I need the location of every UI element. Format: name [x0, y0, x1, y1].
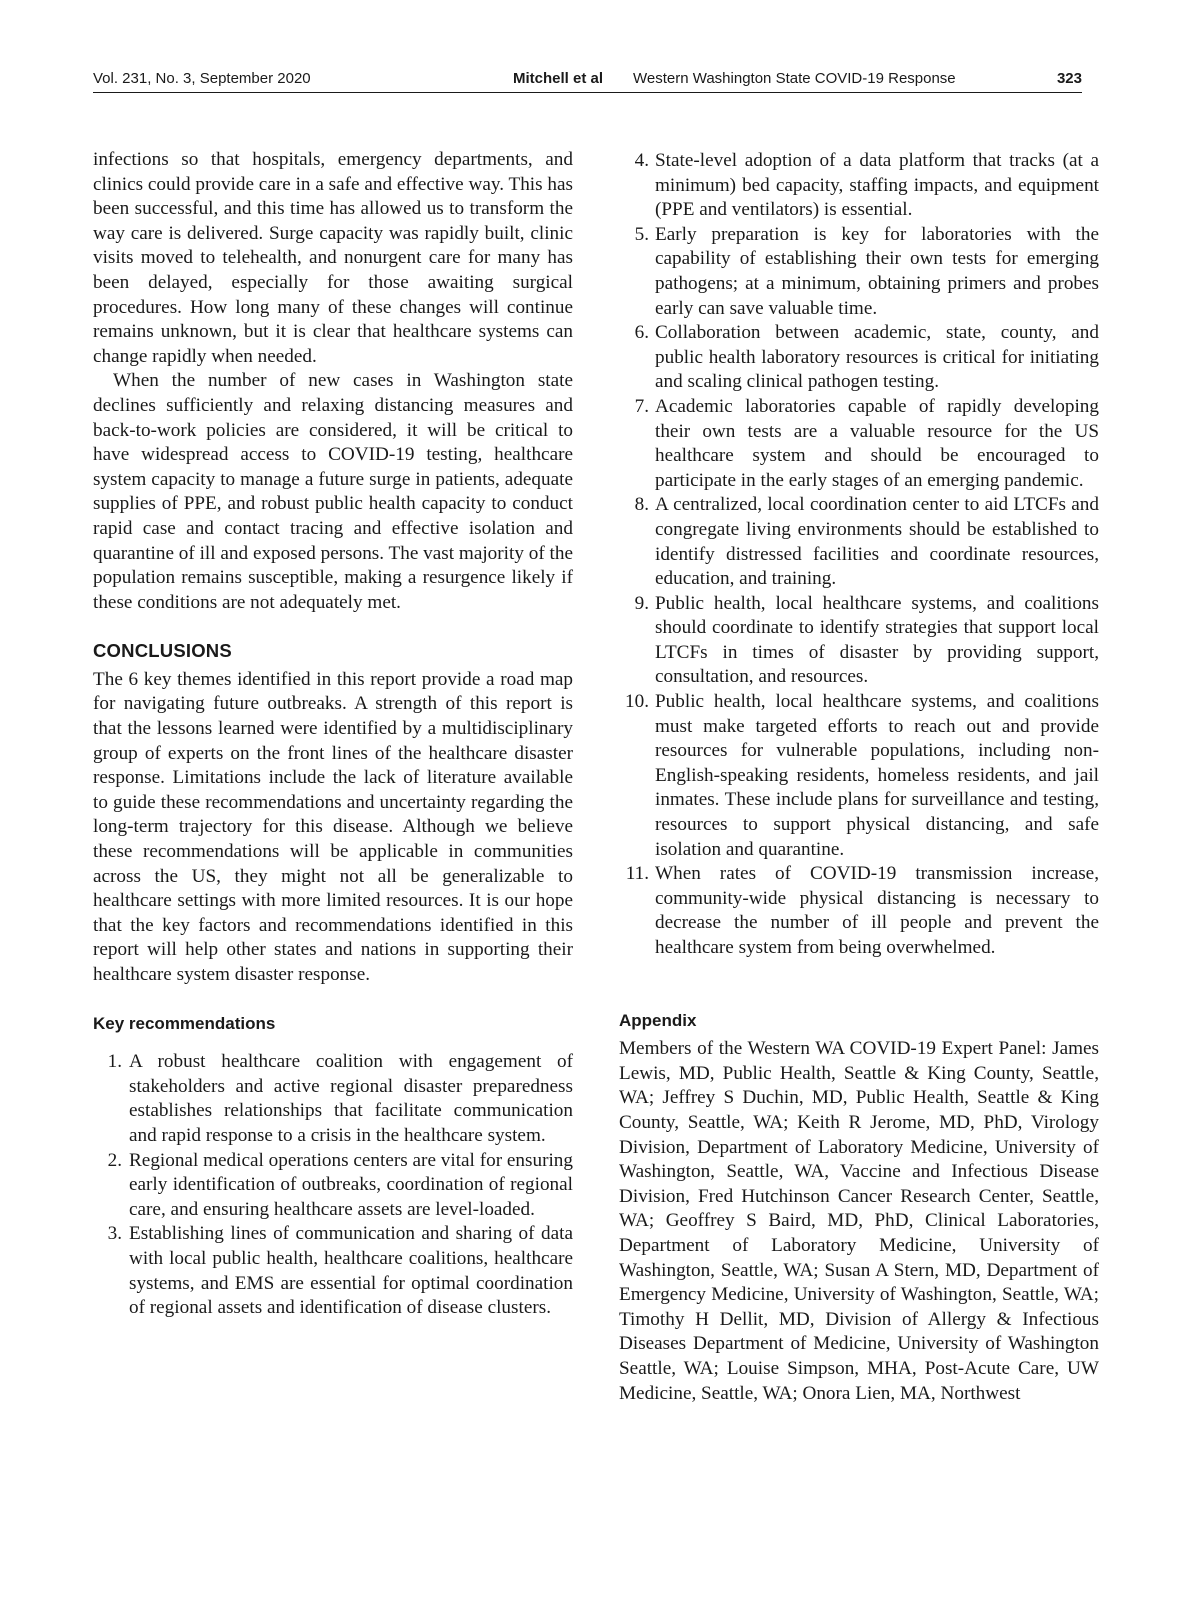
recommendations-list-part2 — [619, 149, 1099, 961]
item-number: 1. — [107, 1051, 122, 1073]
item-number: 11. — [625, 863, 649, 885]
recommendation-item — [619, 592, 1099, 690]
journal-citation: Vol. 231, No. 3, September 2020 — [93, 70, 311, 87]
recommendation-item — [619, 395, 1099, 493]
running-title: Western Washington State COVID-19 Response — [633, 70, 956, 87]
appendix-heading: Appendix — [619, 1010, 697, 1030]
page-number: 323 — [1056, 70, 1082, 87]
item-text: Establishing lines of communication and sharing of data with local public health, healthcare coalitions, healthcare systems, and EMS are essential for optimal coordination of regional assets and identification of disease clusters. — [129, 1223, 573, 1319]
key-recommendations-heading: Key recommendations — [93, 1013, 276, 1033]
recommendation-item — [619, 493, 1099, 591]
item-text: Collaboration between academic, state, county, and public health laboratory resources is critical for initiating and scaling clinical pathogen testing. — [655, 322, 1099, 393]
item-number: 6. — [634, 322, 649, 344]
item-number: 8. — [634, 494, 649, 516]
item-number: 4. — [634, 150, 649, 171]
recommendation-item — [619, 690, 1099, 862]
item-text: Regional medical operations centers are vital for ensuring early identification of outbreaks, coordination of regional care, and ensuring healthcare assets are level-loaded. — [129, 1149, 573, 1220]
recommendation-item — [93, 1050, 573, 1148]
recommendations-list-part1 — [93, 1050, 573, 1321]
conclusions-heading: CONCLUSIONS — [93, 640, 232, 662]
item-text: Public health, local healthcare systems, and coalitions should coordinate to identify strategies that support local LTCFs in times of disaster by providing support, consultation, and resources. — [655, 592, 1099, 688]
body-paragraph: infections so that hospitals, emergency departments, and clinics could provide care in a safe and effective way. This has been successful, and this time has allowed us to transform the way care is delivered. Surge capacity was rapidly built, clinic visits moved to telehealth, and nonurgent care for many has been delayed, especially for those awaiting surgical procedures. How long many of these changes will continue remains unknown, but it is clear that healthcare systems can change rapidly when needed. — [93, 149, 573, 367]
right-column — [619, 149, 1099, 1406]
item-text: Public health, local healthcare systems, and coalitions must make targeted efforts to reach out and provide resources for vulnerable populations, including non-English-speaking residents, homeless residents, and jail inmates. These include plans for surveillance and testing, resources to support physical distancing, and safe isolation and quarantine. — [655, 691, 1099, 860]
left-column — [93, 148, 573, 1321]
item-number: 10. — [625, 691, 649, 713]
item-text: A robust healthcare coalition with engagement of stakeholders and active regional disaster preparedness establishes relationships that facilitate communication and rapid response to a crisis in the healthcare system. — [129, 1051, 573, 1146]
item-text: When rates of COVID-19 transmission increase, community-wide physical distancing is necessary to decrease the number of ill people and prevent the healthcare system from being overwhelmed. — [655, 863, 1099, 958]
appendix-paragraph: Members of the Western WA COVID-19 Expert Panel: James Lewis, MD, Public Health, Seattle & King County, Seattle, WA; Jeffrey S Duchin, MD, Public Health, Seattle & King County, Seattle, WA; Keith R Jerome, MD, PhD, Virology Division, Department of Laboratory Medicine, University of Washington, Seattle, WA, Vaccine and Infectious Disease Division, Fred Hutchinson Cancer Research Center, Seattle, WA; Geoffrey S Baird, MD, PhD, Clinical Laboratories, Department of Laboratory Medicine, University of Washington, Seattle, WA; Susan A Stern, MD, Department of Emergency Medicine, University of Washington, Seattle, WA; Timothy H Dellit, MD, Division of Allergy & Infectious Diseases Department of Medicine, University of Washington Seattle, WA; Louise Simpson, MHA, Post-Acute Care, UW Medicine, Seattle, WA; Onora Lien, MA, Northwest — [619, 1038, 1099, 1404]
item-text: Early preparation is key for laboratories with the capability of establishing their own tests for emerging pathogens; at a minimum, obtaining primers and probes early can save valuable time. — [655, 223, 1099, 319]
item-text: Academic laboratories capable of rapidly developing their own tests are a valuable resource for the US healthcare system and should be encouraged to participate in the early stages of an emerging pandemic. — [655, 395, 1099, 491]
recommendation-item — [619, 149, 1099, 223]
item-number: 9. — [634, 592, 649, 614]
item-number: 7. — [634, 395, 649, 417]
running-header — [93, 66, 1082, 93]
conclusions-paragraph: The 6 key themes identified in this report provide a road map for navigating future outbreaks. A strength of this report is that the lessons learned were identified by a multidisciplinary group of experts on the front lines of the healthcare disaster response. Limitations include the lack of literature available to guide these recommendations and uncertainty regarding the long-term trajectory for this disease. Although we believe these recommendations will be applicable in communities across the US, they might not all be generalizable to healthcare settings with more limited resources. It is our hope that the key factors and recommendations identified in this report will help other states and nations in supporting their healthcare system disaster response. — [93, 668, 573, 985]
item-number: 2. — [107, 1149, 122, 1171]
spacer — [619, 961, 1099, 1009]
recommendation-item — [619, 223, 1099, 321]
recommendation-item — [619, 862, 1099, 960]
running-authors: Mitchell et al — [513, 70, 604, 87]
item-number: 3. — [107, 1223, 122, 1245]
item-text: A centralized, local coordination center to aid LTCFs and congregate living environments should be established to identify distressed facilities and coordinate resources, education, and training. — [655, 494, 1099, 590]
recommendation-item — [93, 1222, 573, 1320]
recommendation-item — [619, 321, 1099, 395]
body-paragraph: When the number of new cases in Washington state declines sufficiently and relaxing distancing measures and back-to-work policies are considered, it will be critical to have widespread access to COVID-19 testing, healthcare system capacity to manage a future surge in patients, adequate supplies of PPE, and robust public health capacity to conduct rapid case and contact tracing and effective isolation and quarantine of ill and exposed persons. The vast majority of the population remains susceptible, making a resurgence likely if these conditions are not adequately met. — [93, 370, 573, 613]
recommendation-item — [93, 1149, 573, 1223]
item-text: State-level adoption of a data platform that tracks (at a minimum) bed capacity, staffing impacts, and equipment (PPE and ventilators) is essential. — [655, 150, 1099, 221]
item-number: 5. — [634, 223, 649, 245]
